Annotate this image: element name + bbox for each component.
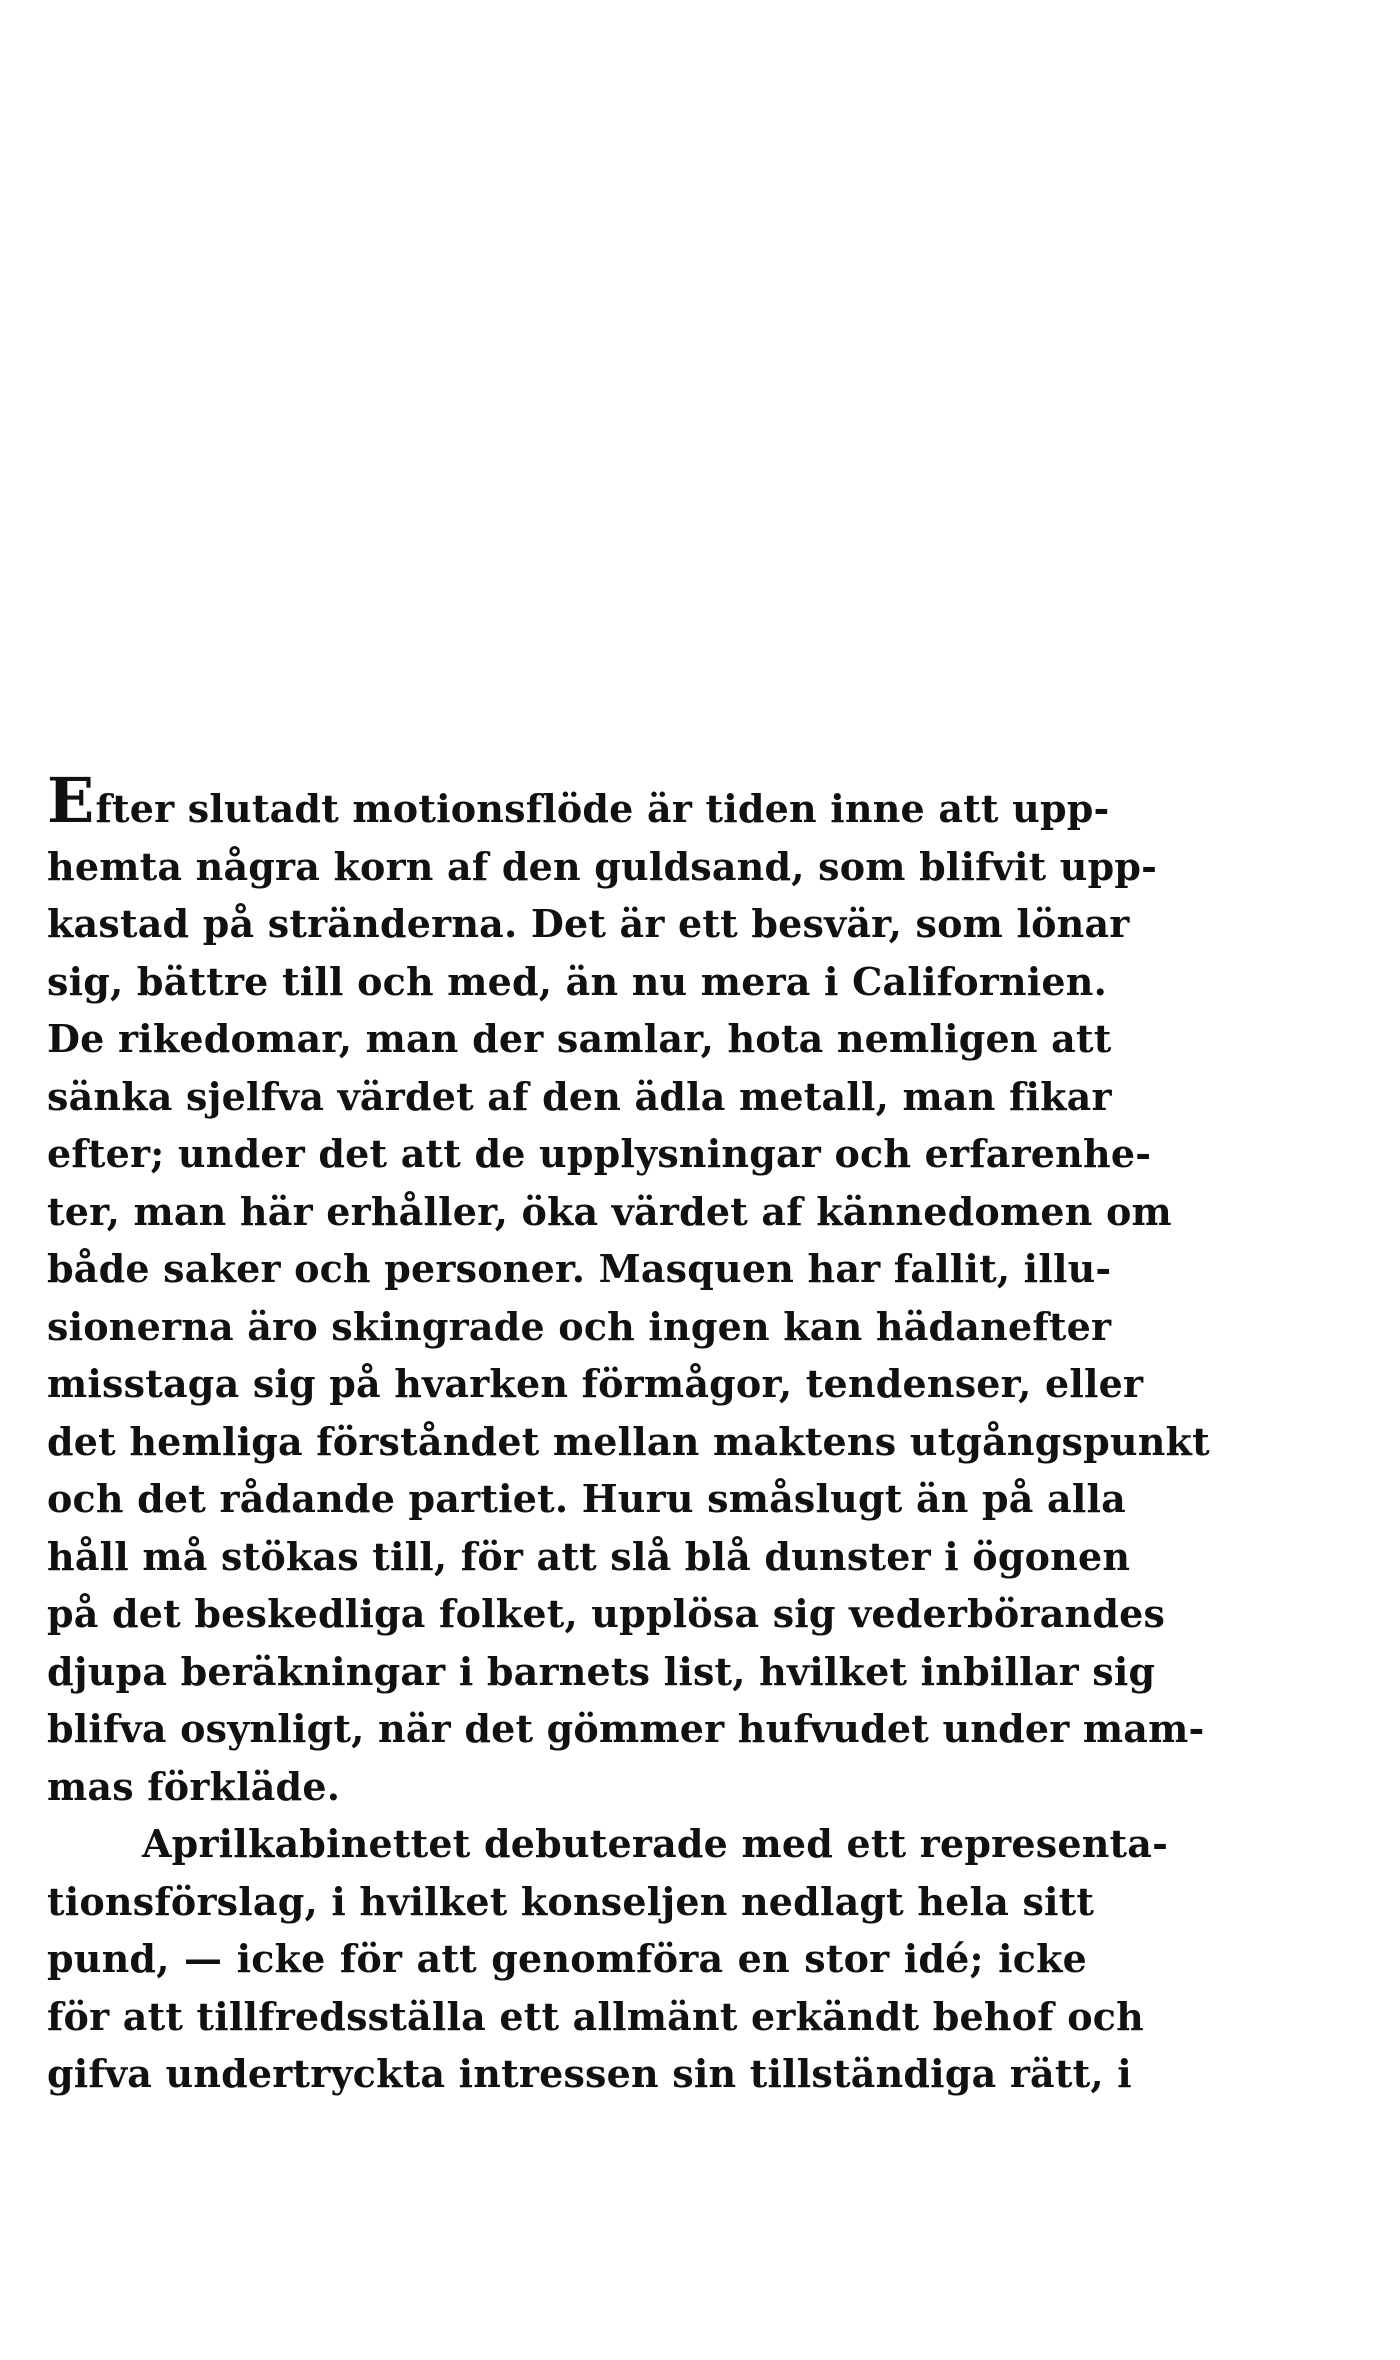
- text-line: mas förkläde.: [47, 1763, 341, 1809]
- text-line: Efter slutadt motionsflöde är tiden inne att upp-: [47, 764, 1110, 837]
- text-line: sionerna äro skingrade och ingen kan hädanefter: [47, 1303, 1112, 1349]
- text-line: gifva undertryckta intressen sin tillständiga rätt, i: [47, 2051, 1132, 2096]
- text-line: både saker och personer. Masquen har fallit, illu-: [47, 1246, 1112, 1291]
- text-line: håll må stökas till, för att slå blå dunster i ögonen: [47, 1533, 1131, 1579]
- paragraph-2: [47, 1815, 1169, 2103]
- text-line: sig, bättre till och med, än nu mera i Californien.: [47, 958, 1108, 1004]
- text-line: det hemliga förståndet mellan maktens utgångspunkt: [47, 1418, 1210, 1464]
- body-text: [47, 764, 1210, 2103]
- text-line: djupa beräkningar i barnets list, hvilket inbillar sig: [47, 1648, 1156, 1694]
- text-line: ter, man här erhåller, öka värdet af kännedomen om: [47, 1188, 1172, 1234]
- text-line: för att tillfredsställa ett allmänt erkändt behof och: [47, 1993, 1144, 2039]
- text-line: misstaga sig på hvarken förmågor, tendenser, eller: [47, 1361, 1144, 1406]
- text-line: De rikedomar, man der samlar, hota nemligen att: [47, 1016, 1112, 1061]
- text-line: Aprilkabinettet debuterade med ett representa-: [142, 1821, 1169, 1866]
- text-line: sänka sjelfva värdet af den ädla metall, man fikar: [47, 1073, 1112, 1119]
- text-line: efter; under det att de upplysningar och erfarenhe-: [47, 1131, 1152, 1176]
- text-line: blifva osynligt, när det gömmer hufvudet under mam-: [47, 1706, 1205, 1751]
- drop-cap: E: [47, 764, 95, 837]
- text-line: tionsförslag, i hvilket konseljen nedlagt hela sitt: [47, 1878, 1095, 1924]
- paragraph-1: [47, 764, 1210, 1815]
- text-line: pund, — icke för att genomföra en stor idé; icke: [47, 1936, 1087, 1981]
- text-line: på det beskedliga folket, upplösa sig vederbörandes: [47, 1591, 1166, 1636]
- text-line: kastad på stränderna. Det är ett besvär, som lönar: [47, 901, 1130, 946]
- text-line: hemta några korn af den guldsand, som blifvit upp-: [47, 843, 1158, 889]
- text-line: och det rådande partiet. Huru småslugt än på alla: [47, 1476, 1126, 1521]
